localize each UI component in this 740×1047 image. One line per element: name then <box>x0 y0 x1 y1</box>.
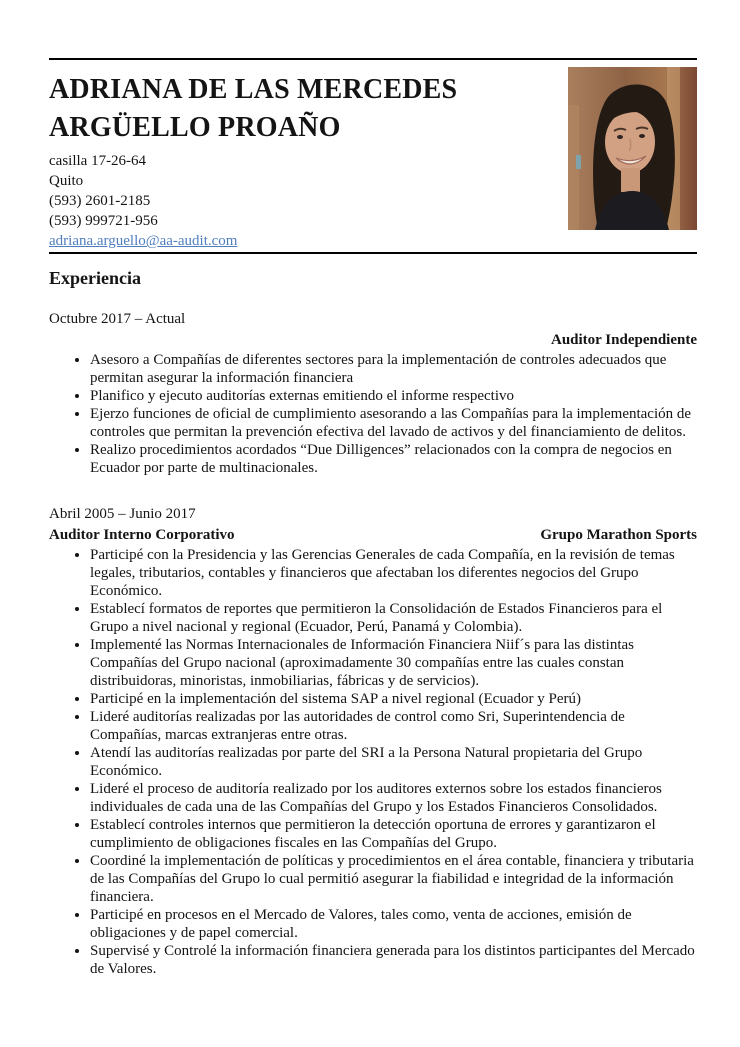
job-1-dates: Octubre 2017 – Actual <box>49 311 186 327</box>
bullet-item: • Establecí controles internos que permitieron la detección oportuna de errores y garantizaron el cumplimiento de obligaciones fiscales en las Compañías del Grupo. <box>90 816 697 852</box>
contact-block <box>49 151 568 251</box>
contact-phone-1: (593) 2601-2185 <box>49 193 151 209</box>
contact-address: casilla 17-26-64 <box>49 153 147 169</box>
bullet-item: • Participé con la Presidencia y las Gerencias Generales de cada Compañía, en la revisión de temas legales, tributarios, contables y financieros que afectaban los diferentes negocios del Grupo Económico. <box>90 546 697 600</box>
job-2-dates: Abril 2005 – Junio 2017 <box>49 506 196 522</box>
person-name-line2: ARGÜELLO PROAÑO <box>49 112 341 143</box>
bullet-item: • Coordiné la implementación de políticas y procedimientos en el área contable, financiera y tributaria de las Compañías del Grupo lo cual permitió asegurar la fiabilidad e integridad de la información financiera. <box>90 852 697 906</box>
bullet-item: • Lideré auditorías realizadas por las autoridades de control como Sri, Superintendencia de Compañías, marcas extranjeras entre otras. <box>90 708 697 744</box>
job-1-title: Auditor Independiente <box>550 332 697 348</box>
bullet-item: • Participé en la implementación del sistema SAP a nivel regional (Ecuador y Perú) <box>90 690 697 708</box>
bullet-item: • Participé en procesos en el Mercado de Valores, tales como, venta de acciones, emisión de obligaciones y de papel comercial. <box>90 906 697 942</box>
header-text-block <box>49 60 568 251</box>
experience-section-title: Experiencia <box>49 268 141 288</box>
bullet-item: • Ejerzo funciones de oficial de cumplimiento asesorando a las Compañías para la implementación de controles que permitan la prevención efectiva del lavado de activos y del financiamiento de delitos. <box>90 405 697 441</box>
contact-city: Quito <box>49 173 84 189</box>
bullet-item: • Planifico y ejecuto auditorías externas emitiendo el informe respectivo <box>90 387 697 405</box>
person-name <box>49 71 568 147</box>
contact-phone-2: (593) 999721-956 <box>49 213 158 229</box>
header-divider <box>49 252 697 254</box>
header <box>49 60 697 251</box>
person-name-line1: ADRIANA DE LAS MERCEDES <box>49 74 458 105</box>
bullet-item: • Asesoro a Compañías de diferentes sectores para la implementación de controles adecuados que permitan asegurar la información financiera <box>90 351 697 387</box>
job-1-heading <box>49 330 697 351</box>
bullet-item: • Supervisé y Controlé la información financiera generada para los distintos participantes del Mercado de Valores. <box>90 942 697 978</box>
bullet-item: • Establecí formatos de reportes que permitieron la Consolidación de Estados Financieros para el Grupo a nivel nacional y regional (Ecuador, Perú, Panamá y Colombia). <box>90 600 697 636</box>
job-2-bullet-list <box>49 546 697 978</box>
job-2-heading <box>49 525 697 546</box>
job-2-company: Grupo Marathon Sports <box>540 527 697 543</box>
job-entry-2 <box>49 504 697 978</box>
job-2-title: Auditor Interno Corporativo <box>49 527 235 543</box>
job-entry-1 <box>49 309 697 477</box>
profile-photo <box>568 67 697 230</box>
contact-email-link[interactable]: adriana.arguello@aa-audit.com <box>49 233 238 249</box>
job-1-bullet-list <box>49 351 697 477</box>
bullet-item: • Implementé las Normas Internacionales de Información Financiera Niif´s para las distintas Compañías del Grupo nacional (aproximadamente 30 compañías entre las cuales constan distribuidoras, minoristas, inmobiliarias, fábricas y de servicios). <box>90 636 697 690</box>
bullet-item: • Lideré el proceso de auditoría realizado por los auditores externos sobre los estados financieros individuales de cada una de las Compañías del Grupo y los Estados Financieros Consolidados. <box>90 780 697 816</box>
bullet-item: • Atendí las auditorías realizadas por parte del SRI a la Persona Natural propietaria del Grupo Económico. <box>90 744 697 780</box>
bullet-item: • Realizo procedimientos acordados “Due Dilligences” relacionados con la compra de negocios en Ecuador por parte de multinacionales. <box>90 441 697 477</box>
